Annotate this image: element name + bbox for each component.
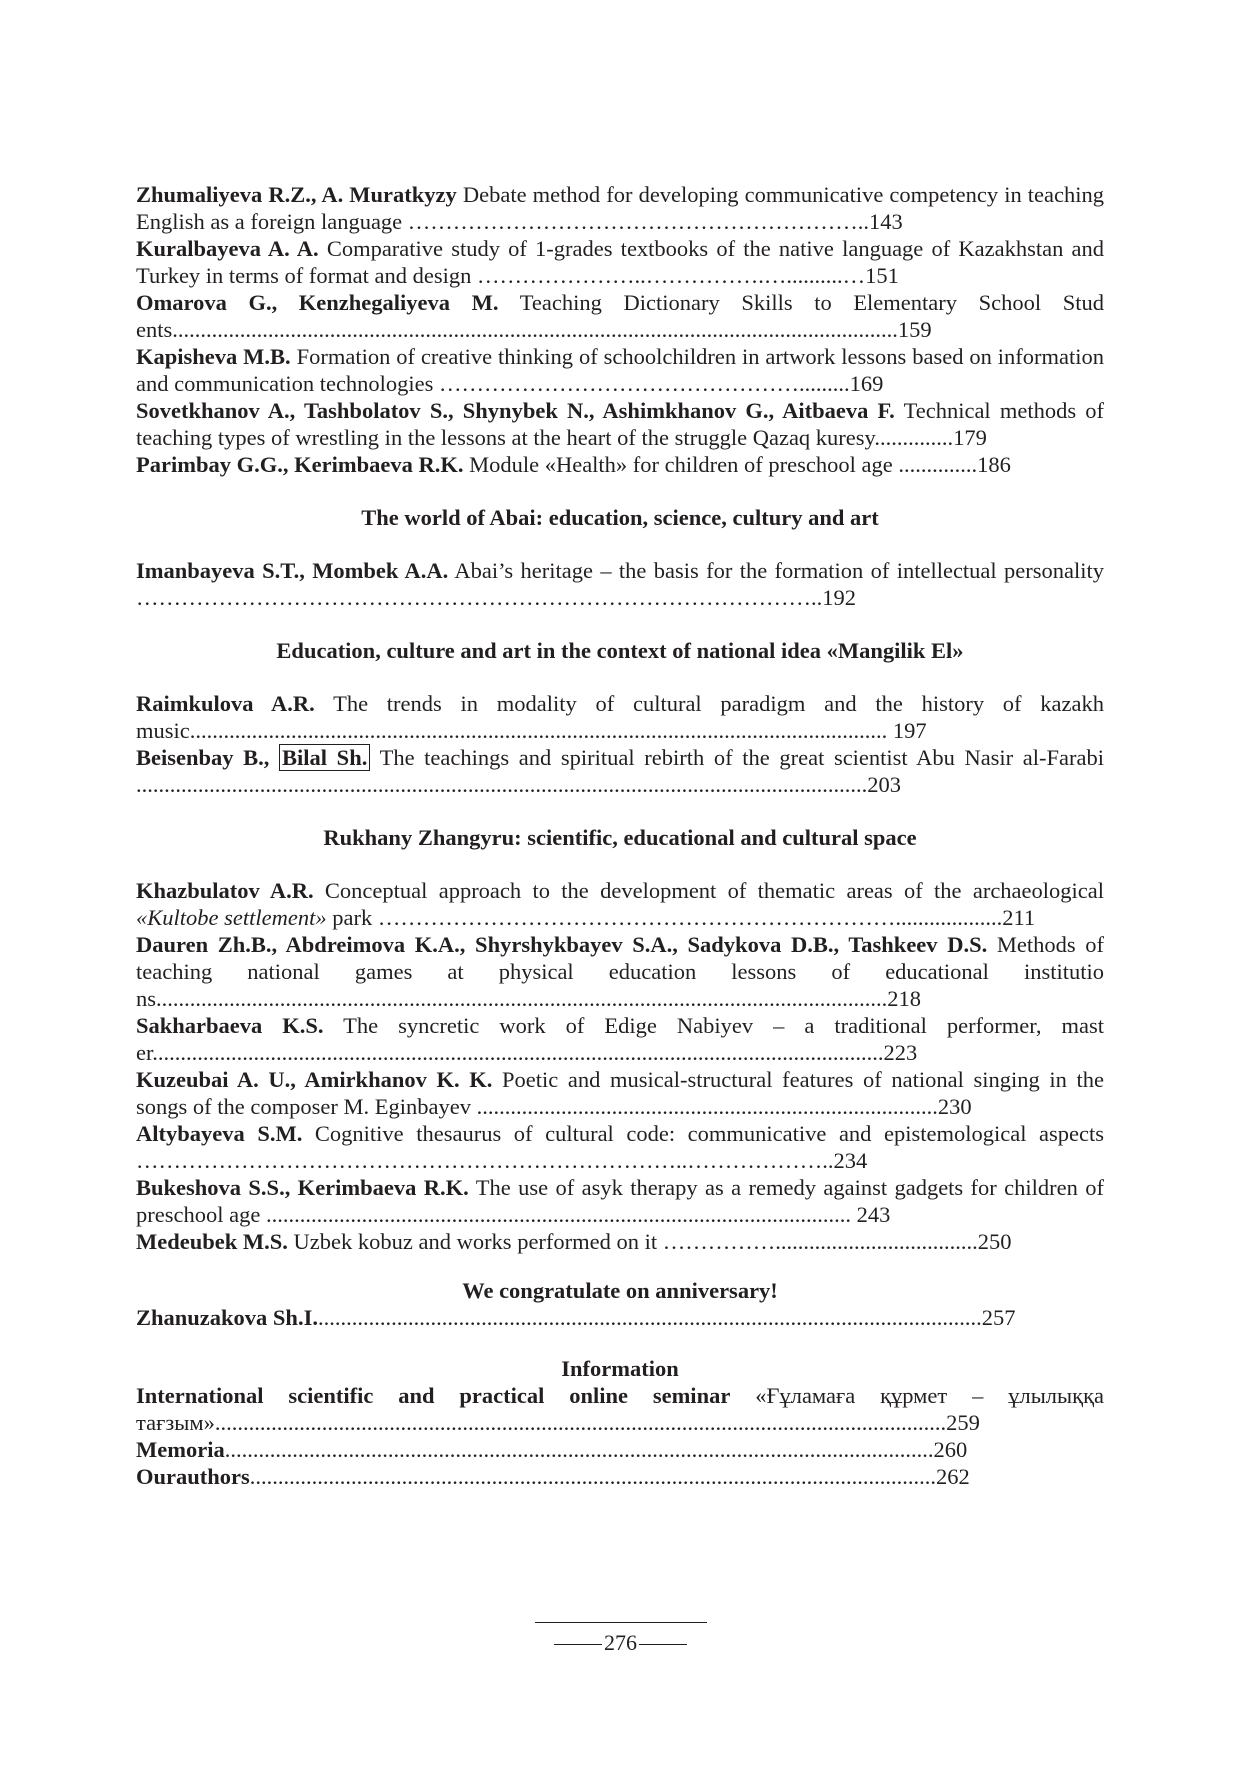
footer-rule <box>535 1622 707 1623</box>
entry-title: Methods of teaching national games at physical education lessons of educational institutio ns <box>136 932 1105 1011</box>
entry-title: Technical methods of teaching types of wrestling in the lessons at the heart of the struggle Qazaq kuresy <box>136 398 1105 450</box>
entry-title: The syncretic work of Edige Nabiyev – a traditional performer, mast er <box>136 1013 1105 1065</box>
toc-entry[interactable] <box>136 1012 1104 1066</box>
entry-authors: Zhumaliyeva R.Z., A. Muratkyzy <box>136 182 457 207</box>
entry-page-number: 143 <box>869 209 903 234</box>
entry-page-number: 260 <box>933 1437 968 1462</box>
entry-authors: Ourauthors <box>136 1464 250 1489</box>
entry-authors: Sakharbaeva K.S. <box>136 1013 324 1038</box>
entry-authors: Zhanuzakova Sh.I. <box>136 1305 318 1330</box>
entry-page-number: 259 <box>946 1410 980 1435</box>
toc-entry[interactable] <box>136 451 1104 478</box>
entry-leader-dots: ………………………………………………………………..……………….. <box>136 1148 834 1173</box>
toc-entry[interactable] <box>136 877 1104 931</box>
entry-leader-dots: .................................................................................................................................. <box>136 772 868 797</box>
toc-list-congrat <box>136 1304 1104 1331</box>
entry-page-number: 234 <box>833 1148 868 1173</box>
entry-leader-dots: …………………………………………………….. <box>407 209 870 234</box>
toc-entry[interactable] <box>136 343 1104 397</box>
entry-title: Poetic and musical-structural features of national singing in the songs of the composer M. Eginbayev <box>136 1067 1104 1119</box>
entry-title: Uzbek kobuz and works performed on it <box>293 1229 658 1254</box>
entry-authors: Kuzeubai A. U., Amirkhanov K. K. <box>136 1067 493 1092</box>
entry-title: Conceptual approach to the development of thematic areas of the archaeological <box>324 878 1105 903</box>
entry-authors: Sovetkhanov A., Tashbolatov S., Shynybek N., Ashimkhanov G., Aitbaeva F. <box>136 398 895 423</box>
entry-leader-dots: ........................................................................................................ <box>265 1202 851 1227</box>
entry-leader-dots: …………………………………………......... <box>439 371 850 396</box>
footer-rule-right <box>639 1644 687 1645</box>
toc-entry[interactable] <box>136 1228 1104 1255</box>
toc-entry[interactable] <box>136 235 1104 289</box>
entry-leader-dots: …………………..…………….…..........… <box>477 263 866 288</box>
entry-authors: Dauren Zh.B., Abdreimova K.A., Shyrshykbayev S.A., Sadykova D.B., Tashkeev D.S. <box>136 932 988 957</box>
toc-list-rukhany <box>136 877 1104 1255</box>
table-of-contents <box>136 181 1104 1490</box>
entry-title-italic: «Kultobe settlement» <box>136 905 327 930</box>
entry-title-tail: park <box>332 905 373 930</box>
entry-leader-dots: ................................................................................................................................. <box>172 317 898 342</box>
entry-page-number: 262 <box>936 1464 970 1489</box>
toc-list-info <box>136 1382 1104 1490</box>
toc-entry[interactable] <box>136 1174 1104 1228</box>
entry-title: Abai’s heritage – the basis for the formation of intellectual personality <box>454 558 1104 583</box>
entry-authors: International scientific and practical online seminar <box>136 1383 731 1408</box>
entry-authors: Kuralbayeva A. A. <box>136 236 319 261</box>
toc-entry[interactable] <box>136 1120 1104 1174</box>
entry-authors: Beisenbay B., <box>136 745 270 770</box>
entry-leader-dots: .................................................................................. <box>476 1094 938 1119</box>
entry-authors: Bukeshova S.S., Kerimbaeva R.K. <box>136 1175 469 1200</box>
toc-entry[interactable] <box>136 557 1104 611</box>
toc-entry[interactable] <box>136 1382 1104 1436</box>
entry-leader-dots: ……………………………………………………………………………….. <box>136 585 823 610</box>
entry-title: The teachings and spiritual rebirth of the great scientist Abu Nasir al-Farabi <box>379 745 1105 770</box>
toc-entry[interactable] <box>136 181 1104 235</box>
footer-rule-left <box>554 1644 602 1645</box>
entry-page-number: 169 <box>849 371 884 396</box>
entry-title: Module «Health» for children of preschool age <box>469 452 893 477</box>
page-number: 276 <box>604 1630 637 1655</box>
entry-authors: Parimbay G.G., Kerimbaeva R.K. <box>136 452 464 477</box>
entry-leader-dots: .............................................................................................................................. <box>224 1437 934 1462</box>
entry-page-number: 179 <box>953 425 987 450</box>
entry-page-number: 250 <box>977 1229 1012 1254</box>
entry-authors: Kapisheva M.B. <box>136 344 291 369</box>
entry-leader-dots: .................................................................................................................................. <box>156 986 888 1011</box>
section-title-mangilik: Education, culture and art in the context of national idea «Mangilik El» <box>276 638 964 663</box>
entry-page-number: 159 <box>897 317 932 342</box>
entry-title: The trends in modality of cultural paradigm and the history of kazakh music <box>136 691 1104 743</box>
section-title-abai: The world of Abai: education, science, cultury and art <box>361 505 879 530</box>
highlighted-author: Bilal Sh. <box>279 744 370 771</box>
entry-title: Teaching Dictionary Skills to Elementary School Stud ents <box>136 290 1105 342</box>
entry-leader-dots: .............. <box>874 425 954 450</box>
entry-page-number: 211 <box>1002 905 1036 930</box>
entry-page-number: 197 <box>892 718 927 743</box>
entry-page-number: 223 <box>883 1040 918 1065</box>
entry-page-number: 203 <box>867 772 901 797</box>
entry-authors: Memoria <box>136 1437 225 1462</box>
entry-leader-dots: .................................................................................................................................. <box>214 1410 947 1435</box>
entry-leader-dots: …………….................................... <box>662 1229 978 1254</box>
toc-list-education <box>136 181 1104 478</box>
entry-authors: Imanbayeva S.T., Mombek A.A. <box>136 558 449 583</box>
entry-title: Cognitive thesaurus of cultural code: communicative and epistemological aspects <box>314 1121 1105 1146</box>
entry-leader-dots: ……………………………………………………………................... <box>377 905 1003 930</box>
entry-leader-dots: .............. <box>898 452 978 477</box>
entry-page-number: 230 <box>937 1094 972 1119</box>
section-title-info: Information <box>561 1356 679 1381</box>
entry-title: Debate method for developing communicative competency in teaching English as a foreign language <box>136 182 1105 234</box>
entry-leader-dots: ...................................................................................................................... <box>317 1305 982 1330</box>
entry-title: «Ғұламаға құрмет – ұлылыққа тағзым» <box>136 1383 1105 1435</box>
entry-title: Formation of creative thinking of schoolchildren in artwork lessons based on information and communication technologies <box>136 344 1104 396</box>
toc-entry[interactable] <box>136 1066 1104 1120</box>
toc-list-abai <box>136 557 1104 611</box>
entry-page-number: 186 <box>977 452 1011 477</box>
section-title-rukhany: Rukhany Zhangyru: scientific, educational and cultural space <box>323 825 917 850</box>
entry-page-number: 218 <box>887 986 922 1011</box>
toc-entry[interactable] <box>136 690 1104 744</box>
toc-entry[interactable] <box>136 397 1104 451</box>
toc-list-mangilik <box>136 690 1104 798</box>
entry-authors: Medeubek M.S. <box>136 1229 288 1254</box>
entry-title: Comparative study of 1-grades textbooks of the native language of Kazakhstan and Turkey in terms of format and design <box>136 236 1104 288</box>
entry-leader-dots: .................................................................................................................................. <box>152 1040 884 1065</box>
entry-authors: Khazbulatov A.R. <box>136 878 314 903</box>
section-title-congrat: We congratulate on anniversary! <box>462 1278 778 1303</box>
page-footer <box>0 1630 1241 1656</box>
entry-page-number: 192 <box>822 585 856 610</box>
entry-leader-dots: .......................................................................................................................... <box>249 1464 937 1489</box>
entry-page-number: 151 <box>865 263 899 288</box>
toc-entry[interactable] <box>136 1436 1104 1463</box>
entry-page-number: 243 <box>856 1202 891 1227</box>
toc-entry[interactable] <box>136 931 1104 1012</box>
entry-authors: Raimkulova A.R. <box>136 691 315 716</box>
toc-entry[interactable] <box>136 1463 1104 1490</box>
toc-entry[interactable] <box>136 1304 1104 1331</box>
entry-page-number: 257 <box>981 1305 1016 1330</box>
entry-title: The use of asyk therapy as a remedy against gadgets for children of preschool age <box>136 1175 1104 1227</box>
toc-entry[interactable] <box>136 289 1104 343</box>
entry-authors: Altybayeva S.M. <box>136 1121 303 1146</box>
entry-authors: Omarova G., Kenzhegaliyeva M. <box>136 290 499 315</box>
entry-leader-dots: ............................................................................................................................ <box>189 718 888 743</box>
toc-entry[interactable] <box>136 744 1104 798</box>
